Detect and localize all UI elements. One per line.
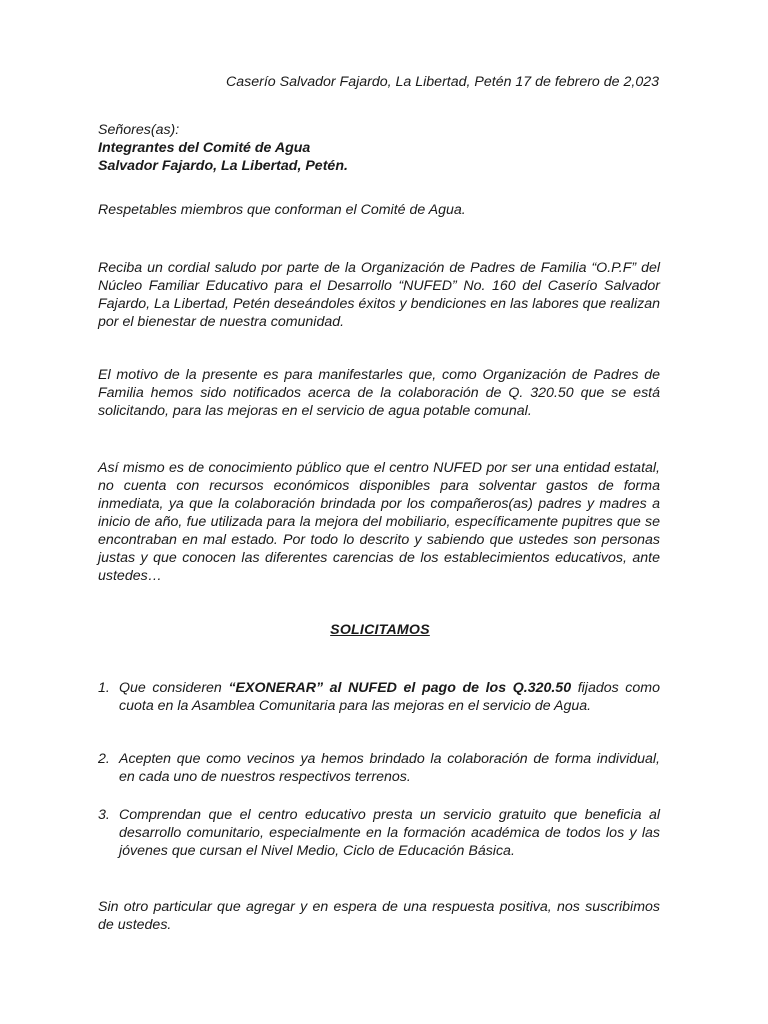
closing-paragraph: Sin otro particular que agregar y en espera de una respuesta positiva, nos suscribimos de ustedes. <box>98 899 660 933</box>
list-item <box>98 679 660 715</box>
request-text-end: fijados como cuota en la Asamblea Comunitaria para las mejoras en el servicio de Agua. <box>119 680 660 714</box>
paragraph-motive: El motivo de la presente es para manifestarles que, como Organización de Padres de Familia hemos sido notificados acerca de la colaboración de Q. 320.50 que se está solicitando, para las mejoras en el servicio de agua potable comunal. <box>98 367 660 419</box>
list-item-number: 1. <box>98 680 110 696</box>
letter-dateline: Caserío Salvador Fajardo, La Libertad, Petén 17 de febrero de 2,023 <box>225 74 659 90</box>
list-item-number: 2. <box>98 751 110 767</box>
section-heading: SOLICITAMOS <box>330 622 430 638</box>
request-text-bold: “EXONERAR” al NUFED el pago de los Q.320.50 <box>228 680 572 696</box>
list-item <box>98 806 660 860</box>
list-item <box>98 750 660 786</box>
list-item-text <box>119 679 660 715</box>
recipient-block <box>98 121 660 175</box>
paragraph-context: Así mismo es de conocimiento público que el centro NUFED por ser una entidad estatal, no cuenta con recursos económicos disponibles para solventar gastos de forma inmediata, ya que la colaboración brindada por los compañeros(as) padres y madres a inicio de año, fue utilizada para la mejora del mobiliario, específicamente pupitres que se encontraban en mal estado. Por todo lo descrito y sabiendo que ustedes son personas justas y que conocen las diferentes carencias de los establecimientos educativos, ante ustedes… <box>98 460 660 584</box>
salutation: Señores(as): <box>98 122 180 138</box>
greeting-line: Respetables miembros que conforman el Comité de Agua. <box>98 202 466 218</box>
recipient-committee: Integrantes del Comité de Agua <box>98 140 311 156</box>
request-text-start: Que consideren <box>119 680 229 696</box>
recipient-location: Salvador Fajardo, La Libertad, Petén. <box>98 158 348 174</box>
list-item-text: Comprendan que el centro educativo presta un servicio gratuito que beneficia al desarrollo comunitario, especialmente en la formación académica de todos los y las jóvenes que cursan el Nivel Medio, Ciclo de Educación Básica. <box>119 807 660 859</box>
list-item-number: 3. <box>98 807 110 823</box>
paragraph-greeting: Reciba un cordial saludo por parte de la Organización de Padres de Familia “O.P.F” del Núcleo Familiar Educativo para el Desarrollo “NUFED” No. 160 del Caserío Salvador Fajardo, La Libertad, Petén deseándoles éxitos y bendiciones en las labores que realizan por el bienestar de nuestra comunidad. <box>98 260 660 330</box>
list-item-text: Acepten que como vecinos ya hemos brindado la colaboración de forma individual, en cada uno de nuestros respectivos terrenos. <box>119 751 660 785</box>
